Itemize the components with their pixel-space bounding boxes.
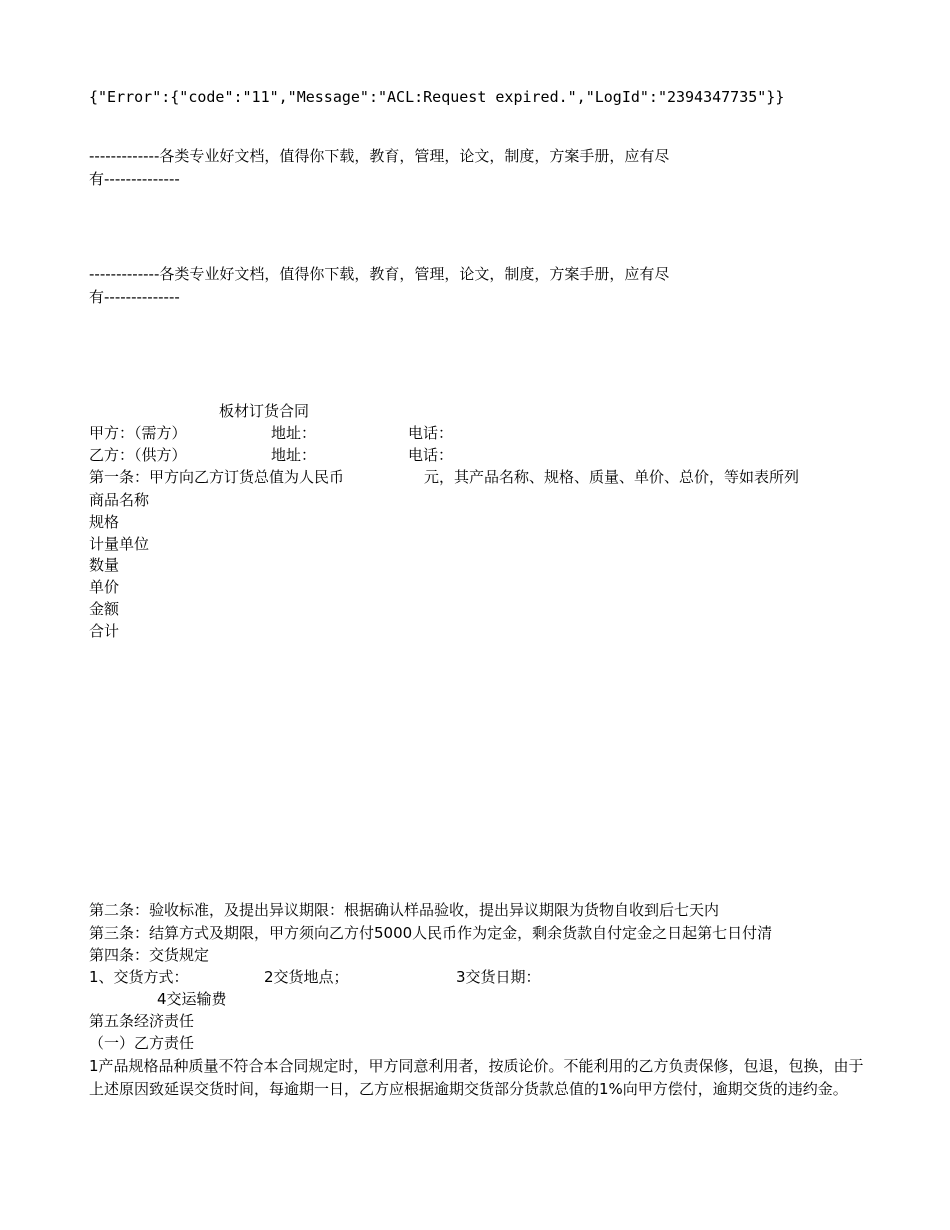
table-field-product-name: 商品名称: [89, 491, 150, 509]
banner-line-1: -------------各类专业好文档，值得你下载，教育，管理，论文，制度，方案手册，应有尽: [89, 147, 670, 165]
banner-line-2: 有--------------: [89, 288, 180, 306]
article-4-item-3: 3交货日期：: [456, 968, 541, 986]
article-1-part1: 第一条：甲方向乙方订货总值为人民币: [89, 468, 345, 486]
contract-title: 板材订货合同: [219, 402, 310, 420]
banner-line-2: 有--------------: [89, 170, 180, 188]
article-5-paragraph-1: 1产品规格品种质量不符合本合同规定时，甲方同意利用者，按质论价。不能利用的乙方负责保修，包退，包换，由于上述原因致延误交货时间，每逾期一日，乙方应根据逾期交货部分货款总值的1%向甲方偿付，逾期交货的违约金。: [89, 1057, 864, 1098]
article-3: 第三条：结算方式及期限，甲方须向乙方付5000人民币作为定金，剩余货款自付定金之日起第七日付清: [89, 924, 773, 942]
article-5-heading: 第五条经济责任: [89, 1012, 195, 1030]
table-field-spec: 规格: [89, 513, 120, 531]
error-message: {"Error":{"code":"11","Message":"ACL:Request expired.","LogId":"2394347735"}}: [89, 88, 785, 106]
article-1-part2: 元，其产品名称、规格、质量、单价、总价，等如表所列: [424, 468, 800, 486]
banner-line-1: -------------各类专业好文档，值得你下载，教育，管理，论文，制度，方案手册，应有尽: [89, 265, 670, 283]
article-5-subheading-1: （一）乙方责任: [89, 1034, 195, 1052]
article-4-item-2: 2交货地点；: [264, 968, 349, 986]
table-field-quantity: 数量: [89, 556, 120, 574]
party-a-phone: 电话：: [408, 424, 454, 442]
party-a-address: 地址：: [271, 424, 317, 442]
party-b-address: 地址：: [271, 446, 317, 464]
article-2: 第二条：验收标准，及提出异议期限：根据确认样品验收，提出异议期限为货物自收到后七天内: [89, 901, 720, 919]
table-field-unit-price: 单价: [89, 578, 120, 596]
article-4-item-1: 1、交货方式：: [89, 968, 189, 986]
table-field-amount: 金额: [89, 600, 120, 618]
article-4-item-4: 4交运输费: [157, 990, 227, 1008]
party-a-label: 甲方：（需方）: [89, 424, 187, 442]
article-4-heading: 第四条：交货规定: [89, 946, 210, 964]
table-field-unit: 计量单位: [89, 535, 150, 553]
party-b-phone: 电话：: [408, 446, 454, 464]
party-b-label: 乙方：（供方）: [89, 446, 187, 464]
table-field-total: 合计: [89, 622, 120, 640]
